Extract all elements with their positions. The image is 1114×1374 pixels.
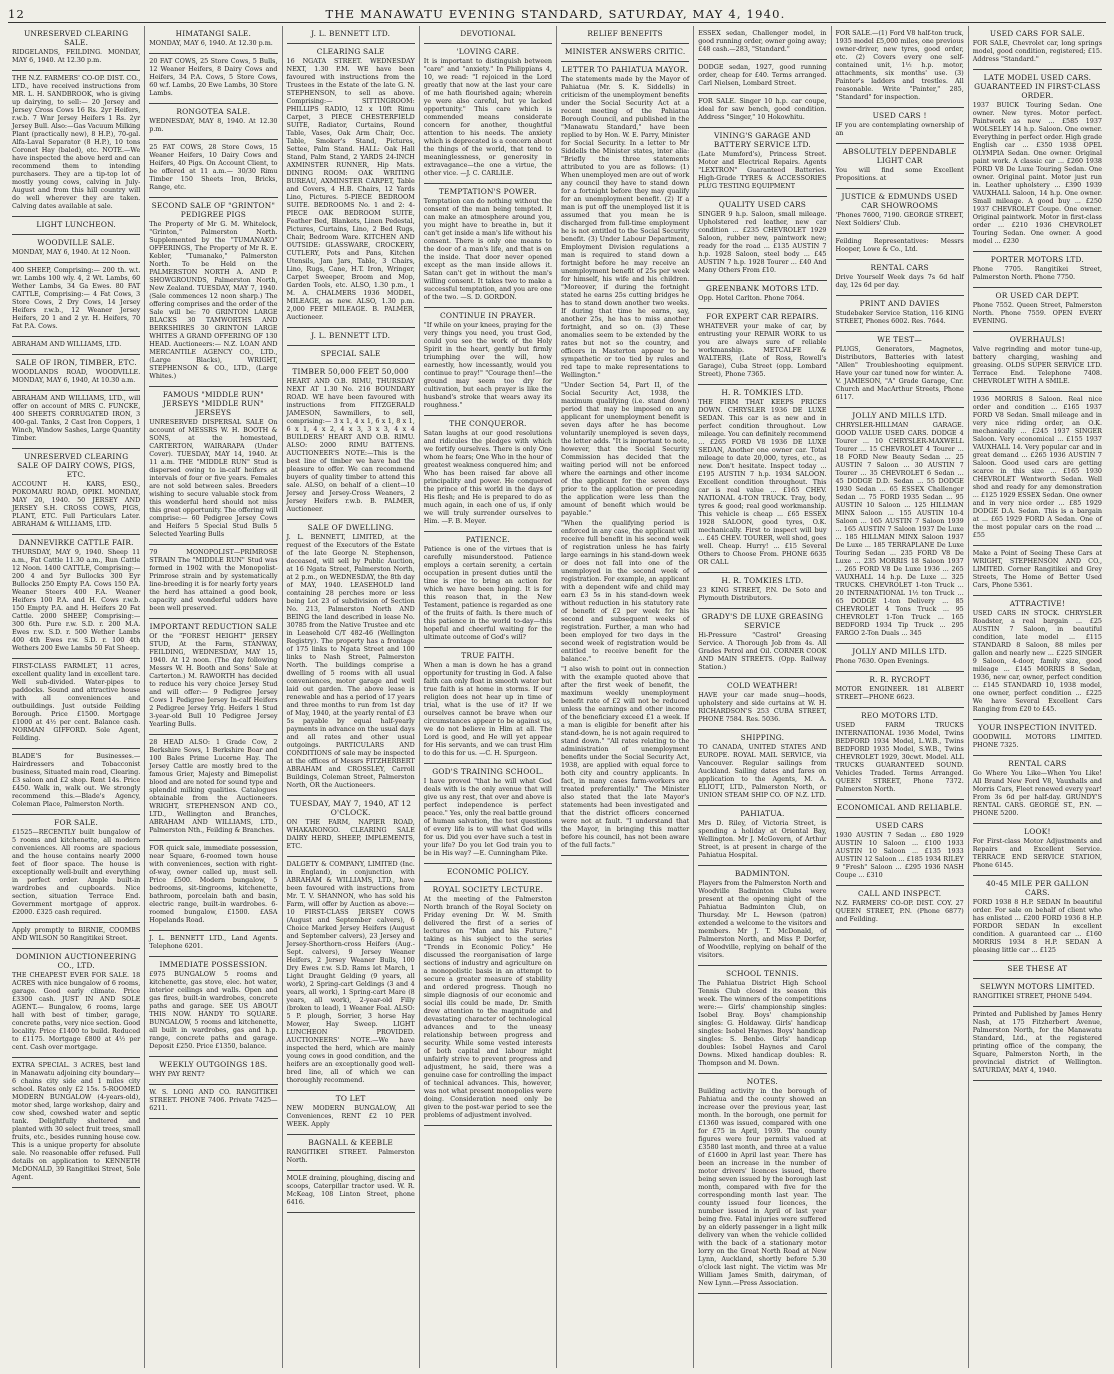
advert-item: [149, 1085, 277, 1119]
advert-body: I have proved "that he will what God deals with is the only avenue that will give us any rest, that over and above is perfect independence is perfect peace." Yes, only the real battle ground of human salvation, the test questions of every life is to will what God wills for us. Did you ever have such a test in your life? Do you let God train you to be in His way? —E. Cunningham Pike.: [423, 777, 552, 857]
advert-item: [149, 26, 277, 54]
advert-body: RANGITIKEI STREET. Palmerston North.: [286, 1148, 415, 1164]
advert-body: GOODWILL MOTORS LIMITED. PHONE 7325.: [972, 733, 1102, 749]
advert-item: [12, 263, 140, 337]
advert-item: [698, 60, 826, 94]
advert-title: VINING'S GARAGE AND BATTERY SERVICE LTD.: [713, 131, 811, 149]
advert-title: COLD WEATHER!: [727, 681, 798, 690]
advert-body: Go Where You Like—When You Like! All Brand New Ford V8, Vauxhalls and Morris Cars, Fleet renewed every year! From 3s 6d per half-day. GRUNDY'S RENTAL CARS. GEORGE ST., P.N. — PHONE 5200.: [972, 769, 1102, 817]
advert-body: MOTOR ENGINEER. 181 ALBERT STREET—PHONE 6623.: [835, 685, 964, 701]
advert-body: It is important to distinguish between "care" and "anxiety." In Philippians 4, 10, we read: "I rejoiced in the Lord greatly that now at the last your care of me hath flourished again; wherein ye were also careful, but ye lacked opportunity." This care which is commended means considerate concern for another, thoughtful attention to his needs. The anxiety which is deprecated is a concern about the things of the world, that tend to meaninglessness, or generosity in extravagance—the one a virtue, the other vice. —J. C. CARLILE.: [423, 57, 552, 177]
advert-title: CALL AND INSPECT.: [857, 889, 942, 898]
advert-body: FOR SALE.—(1) Ford V8 half-ton truck, 1935 model £5,000 miles, one previous owner-driver, new tyres, good order, etc. (2) Covers every one self-contained unit, 1½ h.p. motor, attachments, six months' use. (3) Painter's ladders and trestles. All reasonable. Write "Painter," 285, "Standard" for inspection.: [835, 29, 964, 101]
advert-body: N.Z. FARMERS' CO-OP. DIST. COY. 27 QUEEN STREET, P.N. (Phone 6877) and Feilding.: [835, 899, 964, 923]
advert-body: Building activity in the borough of Pahiatua and the county showed an increase over the previous year, last month. In the borough, one permit for £1360 was issued, compared with one for £75 in April, 1939. The county figures were four permits valued at £3580 last month, and three at a value of £1600 in April last year. There has been an increase in the number of motor drivers' licences issued, there being seven issued by the borough last month, compared with five for the corresponding month last year. The county issued four licences, the number issued in April of last year being five. Fatal injuries were suffered by an elderly passenger in a light milk delivery van when the vehicle collided with the back of a stationary motor lorry on the Great North Road at New Lynn, Auckland, shortly before 5.30 o'clock last night. The victim was Mr William James Smith, dairyman, of New Lynn.—Press Association.: [698, 1087, 827, 1287]
advert-item: [836, 108, 964, 144]
paper-name: THE MANAWATU EVENING STANDARD, SATURDAY, MAY 4, 1940.: [325, 7, 786, 21]
advert-body: ON THE FARM, NAPIER ROAD, WHAKARONGO. CLEARING SALE DAIRY HERD, SHEEP, IMPLEMENTS, ETC.: [286, 818, 415, 850]
advert-body: (Late Mumford's), Princess Street. Motor and Electrical Repairs. Agents "LEXTRON" Guaranteed Batteries. High-Grade TYRES & ACCESSORIES PLUG TESTING EQUIPMENT: [698, 150, 827, 190]
advert-item: [836, 332, 964, 408]
advert-item: [287, 44, 415, 328]
advert-title: PATIENCE.: [465, 535, 510, 544]
advert-body: Apply promptly to BIRNIE, COOMBS AND WILSON 50 Rangitikei Street.: [12, 926, 141, 942]
advert-body: UNRESERVED DISPERSAL SALE On account of MESSRS W. H. BOOTH & SONS, at the homestead, CARTERTON, WAIRARAPA (Under Cover). TUESDAY, MAY 14, 1940. At 11 a.m. THE "MIDDLE RUN" Stud is dispersed owing to in-calf heifers at intervals of four or five years. Females are not sold between sales. Breeders wishing to secure valuable stock from this wonderful herd should not miss this great opportunity. The offering will comprise:— 60 Pedigree Jersey Cows and Heifers 5 Special Stud Bulls 5 Selected Yearling Bulls: [149, 418, 278, 538]
advert-item: [698, 1074, 826, 1294]
advert-item: [12, 535, 140, 659]
advert-body: USED FARM TRUCKS INTERNATIONAL 1936 Model, Twins BEDFORD 1934 Model, L.W.B., Twins BEDFORD 1935 Model, S.W.B., Twins CHEVROLET 1929, 30cwt. Model. ALL TRUCKS GUARANTEED SOUND. Vehicles Traded. Terms Arranged. QUEEN STREET, Phone 7372. Palmerston North.: [835, 721, 964, 793]
advert-title: SELWYN MOTORS LIMITED.: [980, 982, 1095, 991]
advert-item: [973, 70, 1102, 252]
advert-item: [561, 26, 689, 44]
advert-body: 25 FAT COWS, 28 Store Cows, 15 Weaner Heifers, 10 Dairy Cows and Heifers, 40 Pigs. On Account Client, to be offered at 11 a.m.— 30/30 Rimu Timber 150 Sheets Iron, Bricks, Range, etc.: [149, 143, 278, 191]
advert-item: [287, 857, 415, 1091]
advert-title: GRADY'S DE LUXE GREASING SERVICE: [701, 612, 824, 630]
advert-item: [698, 678, 826, 730]
advert-body: 1937 BUICK Touring Sedan. One owner. New tyres. Motor perfect. Paintwork as new ... £585 1937 WOLSELEY 14 h.p. Saloon. One owner. Everything in perfect order. High grade English car ... £350 1938 OPEL OLYMPIA Sedan. One owner. Original paint work. A classic car ... £260 1938 FORD V8 De Luxe Touring Sedan. One owner. Original paint. Motor just run in. Leather upholstery ... £390 1939 VAUXHALL Saloon, 14 h.p. One owner. Small mileage. A good buy ... £250 1937 CHEVROLET Coupe. One owner. Original paintwork. Motor in first-class order ... £210 1936 CHEVROLET Touring Sedan. One owner. A good model ... £230: [972, 101, 1102, 245]
advert-body: THE FIRM THAT KEEPS PRICES DOWN. CHRYSLER 1936 DE LUXE SEDAN. This car is as new and in perfect condition throughout. Low mileage. You can definitely recommend ... £265 FORD V8 1936 DE LUXE SEDAN, Another one owner car. Total mileage to date 20,000, tyres, etc., as new. Don't hesitate. Inspect today ... £195 AUSTIN 7 h.p. 1934 SALOON. Excellent condition throughout. This car is real value ... £165 CHEV. NATIONAL 4-TON TRUCK. Tray, body, tyres & good; real good workmanship. This vehicle is cheap ... £65 ESSEX 1928 SALOON, good tyres, O.K. mechanically. First to inspect will buy ... £45 CHEV. TOURER, well shod, goes well. Cheap. Hurry! ... £15 Several Others to Choose From. PHONE 6635 OR CALL: [698, 398, 827, 566]
advert-body: 23 KING STREET, P.N. De Soto and Plymouth Distributors.: [698, 586, 827, 602]
advert-title: FAMOUS "MIDDLE RUN" JERSEYS "MIDDLE RUN" JERSEYS: [162, 390, 264, 417]
advert-body: PLUGS, Generators, Magnetos, Distributors, Batteries with latest "Allen" Troubleshooting equipment. Have your car tuned now for winter. A. V. JAMIESON, "A" Grade Garage, Cnr. Church and MacArthur Streets, Phone 6117.: [835, 345, 964, 401]
advert-body: 79 MONOPOLIST—PRIMROSE STRAIN The "MIDDLE RUN" Stud was formed in 1902 with the Monopolist-Primrose strain and by systematically line-breeding it is for nearly forty years the herd has attained a good book, capacity and wonderful udders have been well preserved.: [149, 548, 278, 612]
advert-title: GREENBANK MOTORS LTD.: [705, 284, 819, 293]
advert-item: [424, 26, 552, 44]
advert-body: FIRST-CLASS FARMLET, 11 acres, excellent quality land in excellent tare. Well sub-divided. Water-pipes to paddocks. Sound and attractive house with all conveniences and outbuildings. Just outside Feilding Borough. Price £1500. Mortgage £1000 at 4½ per cent. Balance cash. NORMAN GIFFORD. Sole Agent, Feilding.: [12, 662, 141, 742]
advert-item: [287, 346, 415, 364]
advert-title: RENTAL CARS: [1008, 759, 1067, 768]
advert-title: JOLLY AND MILLS LTD.: [852, 647, 947, 656]
advert-item: [12, 355, 140, 391]
advert-item: [149, 387, 277, 545]
advert-body: MONDAY, MAY 6, 1940. At 12.30 p.m.: [149, 39, 273, 47]
advert-body: 1936 MORRIS 8 Saloon. Real nice order and condition ... £165 1937 FORD V8 Sedan. Small mileage and in very nice riding order, an O.K. mechanically ... £245 1937 SINGER Saloon. Very economical ... £155 1937 VAUXHALL 14. Very popular car and in great demand ... £265 1936 AUSTIN 7 Saloon. Good used cars are getting scarce in this size ... £165 1930 CHEVROLET Wentworth Sedan. Well shod and ready for any demonstration ... £125 1929 ESSEX Sedan. One owner and in very nice order ... £85 1929 DODGE D.A. Sedan. This is a bargain at ... £65 1929 FORD A Sedan. One of the most popular cars on the road ... £55: [972, 395, 1102, 539]
advert-item: [12, 659, 140, 749]
advert-item: [424, 416, 552, 532]
advert-body: Of the "FOREST HEIGHT" JERSEY STUD, At the Farm, STANWAY, FEILDING, WEDNESDAY, MAY 15, 1940. At 12 noon. (The day following Messrs W. H. Booth and Sons' Sale at Carterton.) M. RAWORTH has decided to reduce his very choice Jersey Stud and will offer:— 9 Pedigree Jersey Cows 1 Pedigree Jersey In-calf Heifers 2 Pedigree Jersey Yrlg. Heifers 1 Stud 3-year-old Bull 10 Pedigree Jersey Yearling Bulls.: [149, 632, 278, 728]
advert-item: [12, 235, 140, 263]
advert-title: LIGHT LUNCHEON.: [36, 220, 116, 229]
advert-body: 400 SHEEP, Comprising:— 200 th. w.t. wr. Lambs 100 wly. 4, 2 Wt. Lambs, 60 Wether Lambs, 34 Ga Ewes. 80 FAT CATTLE, Comprising:— 4 Fat Cows, 3 Store Cows, 2 Dry Cows, 14 Jersey Heifers r.w.b., 12 Weaner Jersey Heifers, 20 1 and 2 yr. H. Heifers, 70 Fat P.A. Cows.: [12, 266, 141, 330]
advert-body: The Property of Mr G. M. Whitelock, "Grinton," Palmerston North. Supplemented by the "TUMANAKO" OFFERINGS, The Property of Mr R. E. Kebler, "Tumanako," Palmerston North. To be Held on the PALMERSTON NORTH A. AND P. SHOWGROUNDS, Palmerston North, New Zealand. TUESDAY, MAY 7, 1940. (Sale commences 12 noon sharp.) The offering comprises and the order of the Sale will be: 70 GRINTON LARGE BLACKS 30 TAMWORTHS AND BERKSHIRES 30 GRINTON LARGE WHITES A GRAND OFFERING OF 130 HEAD. Auctioneers:— N.Z. LOAN AND MERCANTILE AGENCY CO., LTD., (Large Blacks), WRIGHT, STEPHENSON & CO., LTD., (Large Whites.): [149, 220, 278, 380]
advert-item: [836, 708, 964, 800]
advert-item: [698, 573, 826, 609]
advert-title: WE TEST—: [877, 335, 922, 344]
advert-item: [973, 596, 1102, 720]
advert-body: W. S. LONG AND CO. RANGITIKEI STREET. PHONE 7406. Private 7425—6211.: [149, 1088, 278, 1112]
advert-item: [287, 796, 415, 857]
advert-title: UNRESERVED CLEARING SALE.: [23, 29, 129, 47]
advert-body: FORD 1938 8 H.P. SEDAN In beautiful order. For sale on behalf of client who has enlisted ... £200 FORD 1936 8 H.P. FORDOR SEDAN In excellent condition. A guaranteed car ... £160 MORRIS 1934 8 H.P. SEDAN A pleasing little car ... £125: [972, 898, 1102, 954]
advert-item: [149, 545, 277, 619]
advert-item: [12, 749, 140, 815]
advert-body: Hi-Pressure "Castrol" Greasing Service. A Thorough Job from 4s. All Grades Petrol and Oil. CORNER COOK AND MAIN STREETS. (Opp. Railway Station.): [698, 631, 827, 671]
column-6: [694, 26, 831, 1368]
advert-body: CHRYSLER-HILLMAN GARAGE. GOOD VALUE USED CARS. DODGE 4 Tourer ... 10 CHRYSLER-MAXWELL Tourer ... 15 CHEVROLET 4 Tourer ... 18 FORD New Beauty Sedan ... 25 AUSTIN 7 Saloon ... 30 AUSTIN 7 Tourer ... 35 CHEVROLET 6 Sedan ... 45 DODGE D.D. Sedan ... 55 DODGE 1930 Sedan ... 65 ESSEX Challenger Sedan ... 75 FORD 1935 Sedan ... 95 AUSTIN 10 Saloon ... 125 HILLMAN MINX Saloon ... 155 AUSTIN 10-4 Saloon ... 165 AUSTIN 7 Saloon 1939 ... 165 AUSTIN 7 Saloon 1937 De Luxe ... 185 HILLMAN MINX Saloon 1937 De Luxe ... 185 TERRAPLANE De Luxe Touring Sedan ... 235 FORD V8 De Luxe ... 235 MORRIS 18 Saloon 1937 ... 265 FORD V8 De Luxe 1936 ... 265 VAUXHALL 14 h.p. De Luxe ... 325 TRUCKS. CHEVROLET 1-ton Truck ... 20 INTERNATIONAL 1½ ton Truck ... 65 DODGE 1-ton Delivery ... 85 CHEVROLET 4 Tons Truck ... 95 CHEVROLET 1-Ton Truck ... 165 BEDFORD 1934 Tip Truck ... 295 FARGO 2-Ton Duals ... 345: [835, 421, 964, 637]
advert-item: [836, 800, 964, 818]
advert-item: [698, 866, 826, 966]
advert-item: [12, 26, 140, 71]
advert-item: [12, 449, 140, 535]
advert-title: ABSOLUTELY DEPENDABLE LIGHT CAR: [842, 147, 957, 165]
advert-item: [836, 644, 964, 672]
advert-body: At the meeting of the Palmerston North branch of the Royal Society on Friday evening Dr. W. M. Smith delivered the first of a series of lectures on "Man and his Future," taking as his subject to the series "Trends in Economic Policy." He discussed the reorganisation of large sections of industry and agriculture on a monopolistic basis in an attempt to secure a greater measure of stability and ordered progress. Though no simple diagnosis of our economic and social ills could be made, Dr. Smith drew attention to the magnitude and devastating character of technological advances and to the uneasy relationship between progress and security. While some vested interests of both capital and labour might unfairly strive to prevent progress and adjustment, he said, there was a genuine case for controlling the impact of technical advances. This, however, was not what present monopolies were doing. Consideration need only be given to the post-war period to see the problems of adjustment involved.: [423, 895, 552, 1119]
advert-body: ACCOUNT H. KARS, ESQ., POKOMARU ROAD, OPIKI. MONDAY, MAY 20, 1940. 50 JERSEY AND JERSEY S.H. CROSS COWS, PIGS, PLANT, ETC. Full Particulars Later. ABRAHAM & WILLIAMS, LTD.: [12, 480, 141, 528]
advert-body: THE N.Z. FARMERS' CO-OP. DIST. CO., LTD., have received instructions from MR. L. H. SANDBROOK, who is giving up dairying, to sell:— 20 Jersey and Jersey Cross Cows 16 Rs. 2yr Heifers, r.w.b. 7 Wnr Jersey Heifers 1 Rs. 2yr Jersey Bull. Also:—Gas Vacuum Milking Plant (practically new), 8 H.P.), 70-gal. Alfa-Laval Separator (8 H.P.), 10 tons Coronet Hay (baled), etc. NOTE.—We have inspected the above herd and can recommend them to intending purchasers. They are a tip-top lot of mostly young cows, calving in July-August and from this hill country will do well wherever they are taken. Calving dates available at sale.: [12, 74, 141, 210]
advert-body: NEW MODERN BUNGALOW, All Conveniences, RENT £2 10 PER WEEK. Apply: [286, 1104, 415, 1128]
advert-title: SALE OF DWELLING.: [307, 523, 394, 532]
advert-item: [149, 841, 277, 931]
advert-item: [973, 979, 1102, 1007]
advert-body: Phone 7630. Open Evenings.: [835, 657, 930, 665]
advert-item: [836, 296, 964, 332]
advert-item: [149, 1057, 277, 1085]
advert-title: LATE MODEL USED CARS. GUARANTEED IN FIRST-CLASS ORDER.: [974, 73, 1101, 100]
advert-body: 20 FAT COWS, 25 Store Cows, 5 Bulls, 12 Weaner Heifers, 8 Dairy Cows and Heifers, 34 P.A. Cows, 5 Store Cows, 60 w.f. Lambs, 20 Ewe Lambs, 30 Store Lambs.: [149, 57, 278, 97]
advert-item: [836, 26, 964, 108]
advert-body: 'Phones 7600, 7190. GEORGE STREET, Next Soldiers' Club.: [835, 211, 964, 227]
advert-body: "I also wish to point out in connection with the example quoted above that after the first week of benefit, the maximum weekly unemployment benefit rate of £2 will not be reduced unless the earnings and other income of the beneficiary exceed £1 a week. If a man is eligible for benefit after his stand-down, he is not again required to stand down." "All rates relating to the administration of unemployment benefits under the Social Security Act, 1938, are applied with equal force to both city and country applicants. In fact, in many cases farm-workers are treated preferentially." The Minister also stated that the late Mayor's statements had been investigated and that the district officers concerned were not at fault. "I understand that the Mayor, in bringing this matter before his council, has not been aware of the full facts.": [561, 665, 690, 849]
advert-body: WHATEVER your make of car, by entrusting your REPAIR WORK to us you are always sure of reliable workmanship. METCALFE & WALTERS, (Late of Ross, Rowell's Garage), Cuba Street (opp. Lombard Street), Phone 7365.: [698, 322, 827, 378]
advert-title: LOOK!: [1024, 827, 1051, 836]
advert-title: RONGOTEA SALE.: [176, 107, 251, 116]
advert-title: ROYAL SOCIETY LECTURE.: [432, 885, 544, 894]
advert-item: [424, 308, 552, 416]
advert-body: RIDGELANDS, FEILDING. MONDAY, MAY 6, 1940. At 12.30 p.m.: [12, 48, 141, 64]
advert-body: SINGER 9 h.p. Saloon, small mileage. Upholstered red leather, new car condition ... £235 CHEVROLET 1929 Saloon, rubber new, paintwork new; ready for the road ... £135 AUSTIN 7 h.p. 1928 Saloon, steel body ... £45 AUSTIN 7 h.p. 1928 Tourer ... £40 And Many Others From £10.: [698, 210, 827, 274]
advert-item: [698, 309, 826, 385]
advert-body: Phone 7705. Rangitikei Street, Palmerston North. Phone 7750.: [972, 265, 1102, 281]
advert-item: [424, 864, 552, 882]
advert-body: ABRAHAM AND WILLIAMS, LTD., will offer on account of MRS C. FUNCKE, 400 SHEETS CORRUGATED IRON, 3 400-gal. Tanks, 2 Cast Iron Coppers, 1 Winch, Window Sashes, Large Quantity Timber.: [12, 394, 141, 442]
advert-title: USED CARS: [875, 821, 924, 830]
advert-item: [973, 824, 1102, 876]
advert-item: [424, 532, 552, 648]
advert-body: EXTRA SPECIAL. 3 ACRES, best land in Manawatu adjoining city boundary—6 chains city side and 1 miles city school. Rates only £2 15s. 5-ROOMED MODERN BUNGALOW (4-years-old), motor shed, large workshop, dairy and cow shed, cowshed water and septic tank. Delightfully sheltered and planted with 30 select fruit trees, small fruits, etc., besides running house cow. This is a unique property for absolute sale. No reasonable offer refused. Full details on application to KENNETH McDONALD, 39 Rangitikei Street, Sole Agent.: [12, 1061, 141, 1181]
advert-title: TIMBER 50,000 FEET 50,000: [292, 367, 409, 376]
advert-title: OR USED CAR DEPT.: [995, 291, 1080, 300]
column-5: [557, 26, 694, 1368]
advert-body: THURSDAY, MAY 9, 1940. Sheep 11 a.m., Fat Cattle 11.30 a.m., Run Cattle 12 Noon. 1400 CATTLE, Comprising:— 200 4 and 5yr Bullocks 300 Eyr Bullocks 250 Empty P.A. Cows 150 P.A. Weaner Steers 400 F.A. Weaner Heifers 100 P.A. and H. Cows r.w.b. 150 Empty P.A. and H. Heifers 20 Fat Cattle. 2000 SHEEP, Comprising:— 300 6th. Pure r.w. S.D. r. 200 M.A. Ewes r.w. S.D. r. 500 Wether Lambs 400 4th Ewes r.w. S.D. r. 100 4th Wethers 200 Ewe Lambs 50 Fat Sheep.: [12, 548, 141, 652]
advert-title: ATTRACTIVE!: [1009, 599, 1065, 608]
advert-title: WOODVILLE SALE.: [37, 238, 115, 247]
advert-item: [973, 26, 1102, 70]
advert-item: [698, 197, 826, 281]
advert-title: H. R. TOMKIES LTD.: [721, 388, 804, 397]
advert-title: DOMINION AUCTIONEERING CO., LTD.: [15, 952, 137, 970]
advert-body: Mrs D. Riley, of Victoria Street, is spending a holiday at Oriental Bay, Wellington. Mr J. McGovern, of Arthur Street, is at present in charge of the Pahiatua Hospital.: [698, 819, 827, 859]
advert-item: [973, 756, 1102, 824]
advert-body: BLADE'S for Businesses.—Hairdressers and Tobacconist business, Situated main road, Clearing. £3 saloon and £2 shop. Rent 14s. Price £450. Walk in, walk out. We strongly recommend this.—Blade's Agency, Coleman Place, Palmerston North.: [12, 752, 141, 808]
advert-item: [149, 619, 277, 735]
columns: [8, 26, 1106, 1368]
advert-body: HAVE your car made snug—hoods, upholstery and side curtains at W. H. RICHARDSON'S 253 CUBA STREET, PHONE 7584. Res. 5036.: [698, 691, 827, 723]
advert-item: [287, 1091, 415, 1135]
advert-title: J. L. BENNETT LTD.: [311, 29, 391, 38]
column-1: [8, 26, 145, 1368]
advert-title: PRINT AND DAVIES: [859, 299, 940, 308]
advert-item: [149, 957, 277, 1057]
advert-title: HIMATANGI SALE.: [175, 29, 252, 38]
advert-body: WOODLANDS ROAD, WOODVILLE. MONDAY, MAY 6, 1940, At 10.30 a.m.: [12, 368, 141, 384]
advert-body: RANGITIKEI STREET, PHONE 5494.: [972, 992, 1093, 1000]
advert-item: [561, 44, 689, 62]
advert-body: J. L. BENNETT LTD., Land Agents. Telephone 6201.: [149, 934, 278, 950]
advert-title: PORTER MOTORS LTD.: [990, 255, 1084, 264]
advert-body: FOR SALE. Singer 10 h.p. car coupe, ideal for saw bench, good condition. Address "Singer," 10 Hokowhitu.: [698, 97, 827, 121]
advert-item: [287, 520, 415, 796]
advert-item: [287, 1171, 415, 1213]
advert-title: QUALITY USED CARS: [718, 200, 807, 209]
advert-item: [973, 720, 1102, 756]
advert-body: 28 HEAD ALSO: 1 Grade Cow, 2 Berkshire Sows, 1 Berkshire Boar and 100 Bales Prime Lucerne Hay. The Jersey Cattle are mostly bred to the famous Grier, Majesty and Bimepolist blood and are noted for sound type and splendid milking qualities. Catalogues obtainable from the Auctioneers. WRIGHT, STEPHENSON AND CO., LTD., Wellington and Branches, ABRAHAM AND WILLIAMS, LTD., Palmerston Nth., Feilding & Branches.: [149, 738, 278, 834]
advert-body: DODGE sedan, 1927, good running order, cheap for £40. Terms arranged. Carl Nielsen, Lombard Street.: [698, 63, 827, 87]
advert-item: [973, 392, 1102, 546]
advert-title: PAHIATUA.: [740, 809, 785, 818]
advert-body: IF you are contemplating ownership of an: [835, 121, 964, 137]
advert-title: WEEKLY OUTGOINGS 18S.: [159, 1060, 268, 1069]
advert-title: TO LET: [335, 1094, 366, 1103]
advert-item: [561, 62, 689, 856]
column-4: [420, 26, 557, 1368]
advert-title: YOUR INSPECTION INVITED.: [977, 723, 1097, 732]
advert-item: [973, 876, 1102, 961]
advert-item: [12, 949, 140, 1058]
advert-item: [836, 408, 964, 644]
advert-title: LETTER TO PAHIATUA MAYOR.: [562, 65, 689, 74]
advert-title: SEE THESE AT: [1007, 964, 1068, 973]
masthead: [8, 6, 1106, 23]
advert-item: [836, 144, 964, 189]
advert-item: [836, 234, 964, 260]
advert-title: ECONOMICAL AND RELIABLE.: [836, 803, 963, 812]
advert-item: [836, 189, 964, 234]
advert-item: [424, 764, 552, 864]
advert-title: TUESDAY, MAY 7, 1940, AT 12 O'CLOCK.: [290, 799, 412, 817]
advert-title: J. L. BENNETT LTD.: [311, 331, 391, 340]
advert-item: [424, 648, 552, 764]
advert-body: USED CARS IN STOCK. CHRYSLER Roadster, a real bargain ... £25 AUSTIN 7 Saloon, in beautiful condition, late model ... £115 STANDARD 8 Saloon, 88 miles per gallon and nearly new ... £225 SINGER 9 Saloon, 4-door, family size, good mileage ... £145 MORRIS 8 Sedan, 1936, new car, owner, perfect condition ... £145 STANDARD 10, 1938 model, one owner, perfect condition ... £225 We have Several Excellent Cars Ranging from £20 to £45.: [972, 609, 1102, 713]
advert-body: Drive Yourself Week days 7s 6d half day, 12s 6d per day.: [835, 273, 964, 289]
advert-body: Valve regrinding and motor tune-up, battery charging, washing and greasing. OLDS SUPER SERVICE LTD. Terrace End. Telephone 7408. CHEVROLET WITH A SMILE.: [972, 345, 1102, 385]
advert-body: The statements made by the Mayor of Pahiatua (Mr. S. K. Siddells) in criticism of the unemployment benefits under the Social Security Act at a recent meeting of the Pahiatua Borough Council, and published in the "Manawatu Standard," have been replied to by Hon. W. E. Parry, Minister for Social Security. In a letter to Mr Siddells the Minister states, inter alia: "Briefly the three statements attributed to you are as follows: (1) When unemployed men are out of work any council they have to stand down for a fortnight before they may qualify for an unemployment benefit. (2) If a man is put off the unemployed list it is assumed that you mean he is discharged from full-time employment he is not entitled to the Social Security benefit. (3) Under Labour Department, Employment Division regulations a man is required to stand down a fortnight before he may receive an unemployment benefit of 25s per week for himself, his wife and his children. "Moreover, if during the fortnight stated he earns 25s cutting bridges he has to stand down another two weeks. If during that time he earns, say, another 25s, he has to miss another fortnight, and so on. (3) These anomalies seem to be extended by the rates but not so the country, and officers in Masterton appear to be sympathetic or too tied by rules and red tape to make representations to Wellington.": [561, 75, 690, 379]
advert-body: Patience is one of the virtues that is carefully misunderstood. Patience employs a certain serenity, a certain occupation in present duties until the time is ripe to bring an action for which we have been hoping. It is for this reason that, in the New Testament, patience is regarded as one of the fruits of faith. Is there much of this patience in the world to-day—this hopeful and cheerful waiting for the ultimate outcome of God's will?: [423, 545, 552, 641]
advert-item: [973, 961, 1102, 979]
advert-body: Phone 7552. Queen Street, Palmerston North. Phone 7559. OPEN EVERY EVENING.: [972, 301, 1102, 325]
advert-body: "When the qualifying period is enforced in any case, the applicant will receive full benefit in his second week of registration unless he has fairly large earnings in his stand-down week or does not fall into one of the unemployed in the second week of registration. For example, an applicant with a dependent wife and child may earn £3 5s in his stand-down week without reduction in his statutory rate of benefit of £2 per week for his second and subsequent weeks of registration. Further, a man who had been employed for two days in the second week of registration would be entitled to receive benefit for the balance.": [561, 519, 690, 663]
advert-item: [698, 806, 826, 866]
advert-item: [698, 281, 826, 309]
advert-title: REO MOTORS LTD.: [861, 711, 939, 720]
advert-title: OVERHAULS!: [1009, 335, 1065, 344]
advert-body: £975 BUNGALOW 5 rooms and kitchenette, gas stove, elec. hot water, interior ceilings and walls. Open and gas fires, built-in wardrobes, concrete paths and garage. SEE US ABOUT THIS NOW. HANDY TO SQUARE. BUNGALOW, 5 rooms and kitchenette, all built in wardrobes, gas and h.p. range, concrete paths and garage. Deposit £250. Price £1350, balance.: [149, 970, 278, 1050]
advert-item: [698, 385, 826, 573]
advert-item: [149, 198, 277, 387]
advert-body: 1930 AUSTIN 7 Sedan ... £80 1929 AUSTIN 10 Saloon ... £100 1933 AUSTIN 10 Saloon ... £135 1933 AUSTIN 12 Saloon ... £185 1934 RILEY 9 "Fresh" Saloon ... £295 1936 NASH Coupe ... £310: [835, 831, 964, 879]
advert-title: USED CARS FOR SALE.: [989, 29, 1085, 38]
advert-body: Make a Point of Seeing These Cars at WRIGHT, STEPHENSON AND CO., LIMITED. Corner Rangitikei and Grey Streets, The Home of Better Used Cars, Phone 5361.: [972, 549, 1102, 589]
advert-body: THE CHEAPEST EVER FOR SALE. 18 ACRES with nice bungalow of 6 rooms, garage. Good early climate. Price £3300 cash. JUST IN AND SOLE AGENT.— Bungalow, 6 rooms, large hall with best of timber, garage, concrete paths, very nice section. Good locality. Price £1400 to build. Reduced to £1175. Mortgage £800 at 4½ per cent. Cash over mortgage.: [12, 971, 141, 1051]
advert-title: UNRESERVED CLEARING SALE OF DAIRY COWS, PIGS, ETC.: [17, 452, 136, 479]
advert-item: [12, 71, 140, 217]
advert-body: 16 NGATA STREET. WEDNESDAY NEXT, 1.30 P.M. WE have been favoured with instructions from the Trustees in the Estate of the late G. N. STEPHENSON, to sell as above. Comprising:— SITTINGROOM: PHILLIPS RADIO, 12 x 10ft Rimu Carpet, 3 PIECE CHESTERFIELD SUITE, Radiator, Curtains, Round Table, Vases, Oak Arm Chair, Occ. Table, Smoker's Stand, Pictures, Settee, Palm Stand. HALL: Oak Hall Stand, Palm Stand, 2 YARDS 24-INCH AXMINSTER RUNNER, Hip Mats. DINING ROOM: OAK WRITING BUREAU, AXMINSTER CARPET, Table and Covers, 4 H.B. Chairs, 12 Yards Lino, Pictures. 5-PIECE BEDROOM SUITE. BEDROOMS No. 1 and 2: 4-PIECE OAK BEDROOM SUITE, Feather Bed, Blankets, Linen Pedestal, Pictures, Curtains, Lino, 2 Bed Rugs, Chair, Bedroom Ware. KITCHEN AND OUTSIDE: GLASSWARE, CROCKERY, CUTLERY, Pots and Pans, Kitchen Utensils, Jam Jars, Table, 3 Chairs, Lino, Rugs, Cane, H.T. Iron, Wringer, Carpet Sweeper, Broom and Mop, Garden Tools, etc. ALSO, 1.30 p.m., 1 M. A. CHALMERS 1936 MODEL, MILEAGE, as new. ALSO, 1.30 p.m. 2,000 FEET MILEAGE. B. PALMER, Auctioneer.: [286, 57, 415, 321]
advert-item: [287, 26, 415, 44]
advert-body: HEART AND O.B. RIMU, THURSDAY NEXT AT 1.30 No. 216 BOUNDARY ROAD. WE have been favoured with instructions from FITZGERALD JAMESON, Sawmillers, to sell, comprising:— 3 x 1, 4 x 1, 6 x 1, 8 x 1, 6 x 1, 4 x 2, 4 x 3, 3 x 3, 4 x 4 BUILDERS' HEART AND O.B. RIMU. ALSO: 2000 RIMU BATTENS. AUCTIONEER'S NOTE:—This is the best line of timber we have had the pleasure to offer. We can recommend buyers of quality timber to attend this sale. ALSO, on behalf of a client—10 Jersey and Jersey-Cross Weaners, 2 Jersey Heifers r.w.b. B. PALMER, Auctioneer.: [286, 377, 415, 513]
advert-title: R. R. RYCROFT: [869, 675, 930, 684]
advert-item: [698, 730, 826, 806]
column-8: [969, 26, 1106, 1368]
advert-body: Opp. Hotel Carlton. Phone 7064.: [698, 294, 805, 302]
advert-title: NOTES.: [746, 1077, 778, 1086]
advert-title: SHIPPING.: [740, 733, 785, 742]
advert-item: [424, 184, 552, 308]
advert-title: USED CARS !: [872, 111, 927, 120]
column-2: [145, 26, 282, 1368]
column-3: [283, 26, 420, 1368]
advert-item: [698, 609, 826, 678]
advert-body: Satan laughs at our good resolutions and ridicules the pledges with which we fortify ourselves. There is only One whom he fears; One Who in the hour of greatest weakness conquered him; and Who has been raised far above all principality and power. He conquered the prince of this world in the days of His flesh; and He is prepared to do as much again, in each one of us, if only we will truly surrender ourselves to Him. —F. B. Meyer.: [423, 429, 552, 525]
advert-body: MOLE draining, ploughing, discing and scoops, Caterpillar tractor used. W. R. McKeag, 108 Linton Street, phone 6416.: [286, 1174, 415, 1206]
advert-item: [424, 44, 552, 184]
advert-body: TO CANADA, UNITED STATES AND EUROPE. ROYAL MAIL SERVICE, via Vancouver. Regular sailings from Auckland. Sailing dates and fares on application to the Agents, M. A. ELIOTT, LTD., Palmerston North, or UNION STEAM SHIP CO. OF N.Z. LTD.: [698, 743, 827, 799]
page-number: 12: [8, 7, 26, 21]
advert-item: [424, 882, 552, 1126]
advert-title: JUSTICE & EDMUNDS USED CAR SHOWROOMS: [841, 192, 958, 210]
advert-item: [12, 337, 140, 355]
advert-title: CLEARING SALE: [316, 47, 385, 56]
advert-item: [973, 1007, 1102, 1081]
advert-body: J. L. BENNETT, LIMITED, at the request of the Executors of the Estate of the late George N. Stephenson, deceased, will sell by Public Auction, at 16 Ngata Street, Palmerston North, at 2 p.m., on WEDNESDAY, the 8th day of MAY, 1940. LEASEHOLD land containing 28 perches more or less being Lot 23 of subdivision of Section No. 213, Palmerston North AND BEING the land described in lease No. 30785 from the Native Trustee and etc in Leasehold C/T 482-46 (Wellington Registry). The property has a frontage of 175 links to Ngata Street and 100 links to Nash Street, Palmerston North. The buildings comprise a dwelling of 5 rooms with all usual conveniences, motor garage and well laid out garden. The above lease is renewable and has a period of 17 years and three months to run from 1st day of May, 1940, at the yearly rental of £3 5s payable by equal half-yearly payments in advance on the usual days and all rates and other usual outgoings. PARTICULARS AND CONDITIONS of sale may be inspected at the offices of Messrs FITZHERBERT ABRAHAM and CROSSLEY, Carroll Buildings, Coleman Street, Palmerston North, OR the Auctioneers.: [286, 533, 415, 789]
advert-item: [973, 288, 1102, 332]
advert-item: [973, 252, 1102, 288]
advert-item: [149, 104, 277, 140]
advert-title: SCHOOL TENNIS.: [726, 969, 799, 978]
advert-title: TEMPTATION'S POWER.: [438, 187, 537, 196]
advert-item: [836, 818, 964, 886]
advert-title: GOD'S TRAINING SCHOOL.: [432, 767, 544, 776]
advert-title: BAGNALL & KEEBLE: [308, 1138, 394, 1147]
advert-item: [836, 672, 964, 708]
advert-item: [698, 966, 826, 1074]
advert-title: TRUE FAITH.: [461, 651, 515, 660]
advert-body: DALGETY & COMPANY, LIMITED (Inc. in England), in conjunction with ABRAHAM & WILLIAMS, LTD., have been favoured with instructions from Mr. T. V. SHANNON, who has sold his Farm, will offer by Auction as above:— 10 FIRST-CLASS JERSEY COWS (August and September calvers), 6 Choice Marked Jersey Heifers (August and September calvers), 23 Jersey and Jersey-Shorthorn-cross Heifers (Aug.-Sept. calvers), 9 Jersey Weaner Heifers, 2 Jersey Weaner Bulls, 100 Dry Ewes r.w. S.D. Rams let March, 1 Light Draught Gelding (9 years, all work), 2 Spring-cart Geldings (3 and 4 years, all work), 1 Spring-cart Mare (8 years, all work), 2-year-old Filly (broken to lead), 1 Weaner Foal. ALSO: 5 P. plough, Sorrier, 3 horse Hay Mower, Hay Sweep. LIGHT LUNCHEON PROVIDED. AUCTIONEERS' NOTE.—We have inspected the herd, which are mainly young cows in good condition, and the heifers are an exceptionally good well-bred line, all of which we can thoroughly recommend.: [286, 860, 415, 1084]
advert-title: RENTAL CARS: [870, 263, 929, 272]
advert-item: [698, 128, 826, 197]
advert-body: You will find some Excellent Propositions. at: [835, 166, 964, 182]
advert-title: MINISTER ANSWERS CRITIC.: [564, 47, 686, 56]
column-7: [832, 26, 969, 1368]
advert-item: [149, 140, 277, 198]
advert-item: [973, 332, 1102, 392]
advert-title: FOR SALE.: [54, 818, 99, 827]
advert-title: 40-45 MILE PER GALLON CARS.: [985, 879, 1089, 897]
advert-body: "Under Section 54, Part II, of the Social Security Act, 1938, the maximum qualifying (i.e. stand down) period that may be imposed on any applicant for unemployment benefit is seven days after he has become voluntarily unemployed is seven days, the letter adds. "It is important to note, however, that the Social Security Commission has decided that the waiting period will not be enforced where the earnings and other income of the applicant for the seven days prior to the application or preceding the application were less than the amount of benefit which would be payable.": [561, 381, 690, 517]
advert-title: IMPORTANT REDUCTION SALE: [149, 622, 278, 631]
advert-body: Printed and Published by James Henry Nash, at 175 Fitzherbert Avenue, Palmerston North, for the Manawatu Standard, Ltd., at the registered printing office of the company, the Square, Palmerston North, in the provincial district of Wellington. SATURDAY, MAY 4, 1940.: [972, 1010, 1102, 1074]
advert-body: WEDNESDAY, MAY 8, 1940. At 12.30 p.m.: [149, 117, 278, 133]
advert-title: IMMEDIATE POSSESSION.: [159, 960, 268, 969]
advert-item: [287, 328, 415, 346]
advert-body: Feilding Representatives: Messrs Hooper, Lowe & Co., Ltd.: [835, 237, 964, 253]
advert-body: For First-class Motor Adjustments and Repairs and Excellent Service. TERRACE END SERVICE STATION, Phone 6145.: [972, 837, 1102, 869]
advert-title: FOR EXPERT CAR REPAIRS.: [706, 312, 819, 321]
advert-body: When a man is down he has a grand opportunity for trusting in God. A false faith can only float in smooth water but true faith is at home in storms. If our religion does not hear up in time of trial, what is the use of it? If we ourselves cannot be brave when our circumstances appear to be against us, we do not believe in Him at all. The Lord is good, and He will yet appear for His servants, and we can trust Him to do this for us. —C. H. Spurgeon.: [423, 661, 552, 757]
advert-body: ESSEX sedan, Challenger model, in good running order, owner going away; £48 cash.—283, "Standard.": [698, 29, 827, 53]
advert-title: SECOND SALE OF "GRINTON" PEDIGREE PIGS: [151, 201, 276, 219]
advert-item: [12, 217, 140, 235]
advert-item: [836, 886, 964, 930]
advert-body: ABRAHAM AND WILLIAMS, LTD.: [12, 340, 122, 348]
advert-title: SALE OF IRON, TIMBER, ETC.: [15, 358, 137, 367]
advert-item: [698, 26, 826, 60]
advert-title: DANNEVIRKE CATTLE FAIR.: [18, 538, 134, 547]
advert-title: SPECIAL SALE: [320, 349, 381, 358]
advert-item: [698, 94, 826, 128]
advert-title: BADMINTON.: [734, 869, 790, 878]
advert-item: [12, 815, 140, 923]
advert-body: Studebaker Service Station, 116 KING STREET, Phones 6002. Res. 7644.: [835, 309, 964, 325]
advert-body: Temptation can do nothing without the consent of the man being tempted. It can make an atmosphere around you, you might have to breathe in, but it can't get inside a man's life without his consent. There is only one means to the door of a man's life, and that is on the inside. That door never opened except as the man inside allows it. Satan can't get in without the man's willing consent. It takes two to make a successful temptation, and you are one of the two. —S. D. GORDON.: [423, 197, 552, 301]
advert-body: "If while on your knees, praying for the very things you need, you trust God, could you see the work of the Holy Spirit in the heart, gently but firmly triumphing over the will, how earnestly, how incessantly, would you continue to pray!" "Courage then!—the ground may seem too dry for cultivation, but each prayer is like the husband's stroke that wears away its roughness.": [423, 321, 552, 409]
advert-title: H. R. TOMKIES LTD.: [721, 576, 804, 585]
advert-body: FOR SALE, Chevrolet car, long springs model, good condition, registered; £15. Address "Standard.": [972, 39, 1102, 63]
advert-item: [12, 1058, 140, 1188]
advert-title: JOLLY AND MILLS LTD.: [852, 411, 947, 420]
advert-body: The Pahiatua District High School Tennis Club closed its season this week. The winners of the competitions were:— Girls' championship singles: Isobel Bray. Boys' championship singles: G. Holdaway. Girls' handicap singles: Isobel Haynes. Boys' handicap singles: S. Benbo. Girls' handicap doubles: Isobel Haynes and Carol Downs. Mixed handicap doubles: R. Thompson and M. Down.: [698, 979, 827, 1067]
advert-body: WHY PAY RENT?: [149, 1070, 205, 1078]
advert-title: 'LOVING CARE.: [456, 47, 520, 56]
advert-body: Players from the Palmerston North and Woodville Badminton Clubs were present at the opening night of the Pahiatua Badminton Club, on Thursday. Mr L. Hewson (patron) extended a welcome to the visitors and members. Mr J. T. McDonald, of Palmerston North, and Miss P. Dorfer, of Woodville, replying on behalf of the visitors.: [698, 879, 827, 959]
advert-body: FOR quick sale, immediate possession, near Square, 6-roomed town house with conveniences, section with right-of-way, owner called up, must sell. Price £500. Modern bungalow, 5 bedrooms, sit-tingrooms, kitchenette, bathroom, porcelain bath and basin, electric range, built-in wardrobes. 6-roomed bungalow, £1500. £ASA Hopelands Road.: [149, 844, 278, 924]
advert-title: RELIEF BENEFITS: [587, 29, 663, 38]
advert-item: [287, 364, 415, 520]
advert-item: [836, 260, 964, 296]
advert-item: [287, 1135, 415, 1171]
advert-title: DEVOTIONAL: [460, 29, 516, 38]
advert-item: [12, 391, 140, 449]
advert-item: [149, 54, 277, 104]
advert-item: [973, 546, 1102, 596]
advert-body: MONDAY, MAY 6, 1940. At 12 Noon.: [12, 248, 131, 256]
advert-item: [12, 923, 140, 949]
advert-title: THE CONQUEROR.: [449, 419, 527, 428]
advert-title: CONTINUE IN PRAYER.: [439, 311, 536, 320]
advert-body: £1525—RECENTLY built bungalow of 5 rooms and kitchenette, all modern conveniences. All rooms are spacious and the house contains nearly 2000 feet of floor space. The house is exceptionally well-built and everything in perfect order. Ample built-in wardrobes and cupboards. Nice section, situation Terrace End. Government mortgage of approx. £2000. £325 cash required.: [12, 828, 141, 916]
advert-item: [149, 735, 277, 841]
advert-item: [149, 931, 277, 957]
advert-title: ECONOMIC POLICY.: [446, 867, 529, 876]
